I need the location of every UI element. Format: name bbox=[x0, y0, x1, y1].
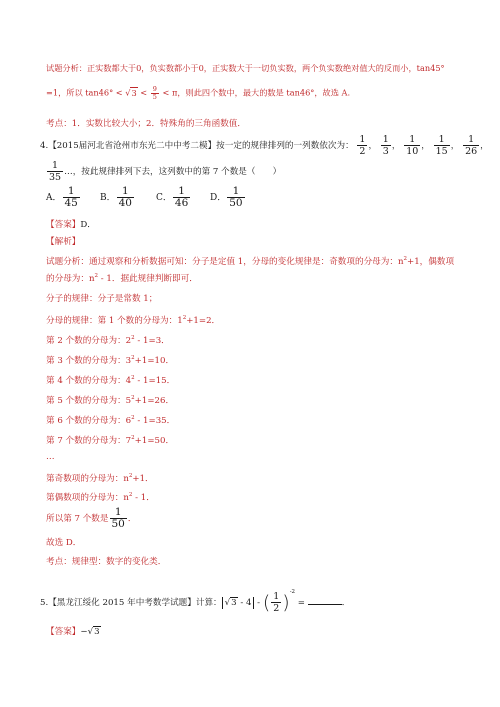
fraction-denominator: 40 bbox=[118, 197, 132, 209]
step-text: +1=26． bbox=[134, 396, 175, 406]
fraction-numerator: 9 bbox=[152, 85, 157, 93]
answer-blank bbox=[308, 604, 342, 605]
superscript: 2 bbox=[131, 355, 135, 361]
option-fraction bbox=[227, 186, 244, 209]
fraction-numerator: 1 bbox=[117, 186, 134, 198]
q4-line2-text: …，按此规律排列下去，这列数中的第 7 个数是（ ） bbox=[64, 167, 282, 177]
superscript: 2 bbox=[403, 256, 407, 262]
q4-fraction-3 bbox=[404, 134, 420, 157]
so-line bbox=[46, 506, 136, 532]
q4-prefix: 4.【2015届河北省沧州市东光二中中考二模】按一定的规律排列的一列数依次为： bbox=[40, 141, 354, 151]
step-text: 第 3 个数的分母为：3 bbox=[46, 356, 132, 366]
right-paren: ) bbox=[282, 591, 290, 614]
minus-sign: - bbox=[254, 598, 263, 608]
sqrt-symbol: √ bbox=[224, 598, 231, 608]
superscript: 2 bbox=[131, 335, 135, 341]
rule-text: 分母的规律：第 1 个数的分母为：1 bbox=[46, 316, 183, 326]
q4-analysis-tag: 【解析】 bbox=[46, 237, 81, 247]
fraction-denominator: 26 bbox=[465, 146, 478, 157]
fraction-denominator: 10 bbox=[406, 146, 419, 157]
rule-text: 第奇数项的分母为：n bbox=[46, 474, 129, 484]
fraction-numerator: 1 bbox=[273, 591, 280, 602]
exponent: -2 bbox=[289, 589, 296, 595]
analysis-text: 试题分析：通过观察和分析数据可知：分子是定值 1，分母的变化规律是：奇数项的分母为：n bbox=[46, 257, 404, 267]
option-fraction bbox=[117, 186, 134, 209]
fraction-denominator: 5 bbox=[152, 93, 157, 101]
superscript: 2 bbox=[128, 473, 133, 479]
answer-minus: − bbox=[80, 627, 88, 637]
superscript: 2 bbox=[131, 375, 135, 381]
fraction-numerator: 1 bbox=[382, 134, 389, 145]
fraction-denominator: 35 bbox=[49, 172, 62, 183]
fraction-numerator: 1 bbox=[173, 186, 190, 198]
step-5 bbox=[46, 392, 174, 407]
option-label: D． bbox=[210, 193, 227, 203]
answer-tag: 【答案】 bbox=[46, 627, 81, 637]
q4-analysis-line2 bbox=[46, 270, 198, 285]
option-d[interactable] bbox=[210, 186, 246, 209]
rule-denominator bbox=[46, 312, 220, 327]
q4-fraction-4 bbox=[434, 134, 450, 157]
step-text: - 1=35． bbox=[134, 416, 176, 426]
fraction-denominator: 2 bbox=[273, 603, 280, 614]
fraction-numerator: 1 bbox=[463, 134, 479, 146]
analysis-top-line1: 试题分析：正实数都大于0，负实数都小于0，正实数大于一切负实数，两个负实数绝对值大的反而小，tan45° bbox=[46, 63, 445, 73]
step-6 bbox=[46, 412, 175, 427]
so-text: 所以第 7 个数是 bbox=[46, 514, 109, 524]
option-label: B． bbox=[100, 193, 116, 203]
answer-tag: 【答案】 bbox=[46, 220, 81, 230]
less-than: < bbox=[137, 87, 150, 98]
q5-end: ． bbox=[341, 598, 351, 608]
q4-answer bbox=[46, 219, 96, 231]
conclusion: 故选 D． bbox=[46, 538, 82, 548]
fraction-numerator: 1 bbox=[227, 186, 244, 198]
answer-value: D． bbox=[80, 220, 96, 230]
superscript: 2 bbox=[131, 395, 135, 401]
fraction-numerator: 1 bbox=[47, 160, 63, 172]
step-text: 第 7 个数的分母为：7 bbox=[46, 436, 132, 446]
even-rule bbox=[46, 489, 155, 504]
q4-fraction-1 bbox=[357, 134, 367, 157]
rule-text: +1． bbox=[132, 474, 154, 484]
kaodian-top: 考点：1．实数比较大小；2．特殊角的三角函数值． bbox=[46, 119, 246, 129]
analysis-text: - 1．据此规律判断即可． bbox=[98, 274, 198, 284]
step-2 bbox=[46, 332, 170, 347]
fraction-numerator: 1 bbox=[434, 134, 450, 146]
separator: ， bbox=[480, 141, 489, 151]
superscript: 2 bbox=[131, 435, 135, 441]
option-c[interactable] bbox=[156, 186, 191, 209]
sqrt-symbol: √ bbox=[125, 87, 131, 98]
step-3 bbox=[46, 352, 174, 367]
rule-text: +1=2． bbox=[186, 316, 221, 326]
q4-line2 bbox=[46, 160, 281, 184]
left-paren: ( bbox=[262, 591, 271, 614]
option-b[interactable] bbox=[100, 186, 135, 209]
abs-rest: - 4 bbox=[237, 598, 252, 608]
absolute-value bbox=[222, 597, 255, 609]
fraction-numerator: 1 bbox=[110, 507, 127, 519]
fraction-denominator: 3 bbox=[382, 146, 389, 157]
q4-fraction-5 bbox=[463, 134, 479, 157]
q4-header bbox=[40, 134, 489, 158]
option-fraction bbox=[173, 186, 190, 209]
analysis-top-line2 bbox=[46, 86, 350, 101]
kaodian-q4: 考点：规律型：数字的变化类． bbox=[46, 557, 167, 567]
step-text: 第 5 个数的分母为：5 bbox=[46, 396, 132, 406]
step-4 bbox=[46, 372, 175, 387]
q5-prefix: 5.【黑龙江绥化 2015 年中考数学试题】计算： bbox=[40, 598, 222, 608]
so-end: ． bbox=[127, 514, 137, 524]
equals-sign: = bbox=[295, 598, 308, 608]
q4-fraction-6 bbox=[47, 160, 63, 183]
ellipsis: … bbox=[46, 452, 55, 462]
sqrt-radicand: 3 bbox=[131, 87, 137, 98]
fraction-denominator: 46 bbox=[174, 197, 189, 209]
fraction-denominator: 45 bbox=[64, 197, 78, 209]
sqrt-radicand: 3 bbox=[231, 598, 237, 608]
step-text: 第 4 个数的分母为：4 bbox=[46, 376, 132, 386]
sqrt-radicand: 3 bbox=[94, 627, 100, 637]
fraction-denominator: 2 bbox=[359, 146, 366, 157]
superscript: 2 bbox=[94, 273, 99, 279]
fraction-numerator: 1 bbox=[63, 186, 80, 198]
odd-rule bbox=[46, 470, 154, 485]
fraction-9-5 bbox=[151, 86, 159, 101]
step-text: - 1=3． bbox=[134, 336, 170, 346]
option-label: C． bbox=[156, 193, 172, 203]
result-fraction bbox=[110, 507, 127, 530]
fraction-numerator: 1 bbox=[359, 134, 366, 145]
option-a[interactable] bbox=[46, 186, 81, 209]
separator: ， bbox=[421, 141, 430, 151]
fraction-denominator: 15 bbox=[435, 146, 448, 157]
half-fraction bbox=[271, 591, 281, 614]
superscript: 2 bbox=[182, 315, 187, 321]
analysis-top-text-a: =1，所以 tan46° < bbox=[46, 87, 126, 98]
superscript: 2 bbox=[131, 415, 135, 421]
step-text: +1=50． bbox=[134, 436, 175, 446]
separator: ， bbox=[391, 141, 401, 151]
separator: ， bbox=[368, 141, 378, 151]
superscript: 2 bbox=[128, 492, 133, 498]
fraction-numerator: 1 bbox=[404, 134, 420, 146]
q4-fraction-2 bbox=[381, 134, 391, 157]
sqrt-symbol: √ bbox=[87, 627, 94, 637]
q5-header bbox=[40, 576, 351, 614]
analysis-top-text-b: < π，则此四个数中，最大的数是 tan46°，故选 A. bbox=[159, 87, 351, 98]
step-text: 第 2 个数的分母为：2 bbox=[46, 336, 132, 346]
analysis-text: +1，偶数项 bbox=[407, 257, 455, 267]
option-fraction bbox=[63, 186, 80, 209]
step-7 bbox=[46, 432, 174, 447]
separator: ， bbox=[450, 141, 460, 151]
fraction-denominator: 50 bbox=[111, 518, 125, 530]
step-text: +1=10． bbox=[134, 356, 175, 366]
step-text: 第 6 个数的分母为：6 bbox=[46, 416, 132, 426]
step-text: - 1=15． bbox=[134, 376, 176, 386]
q4-analysis-line1 bbox=[46, 253, 454, 268]
fraction-denominator: 50 bbox=[229, 197, 243, 209]
rule-numerator: 分子的规律：分子是常数 1； bbox=[46, 294, 158, 304]
q5-answer bbox=[46, 626, 101, 638]
rule-text: 第偶数项的分母为：n bbox=[46, 493, 129, 503]
analysis-text: 的分母为：n bbox=[46, 274, 95, 284]
option-label: A． bbox=[46, 193, 62, 203]
rule-text: - 1． bbox=[132, 493, 155, 503]
